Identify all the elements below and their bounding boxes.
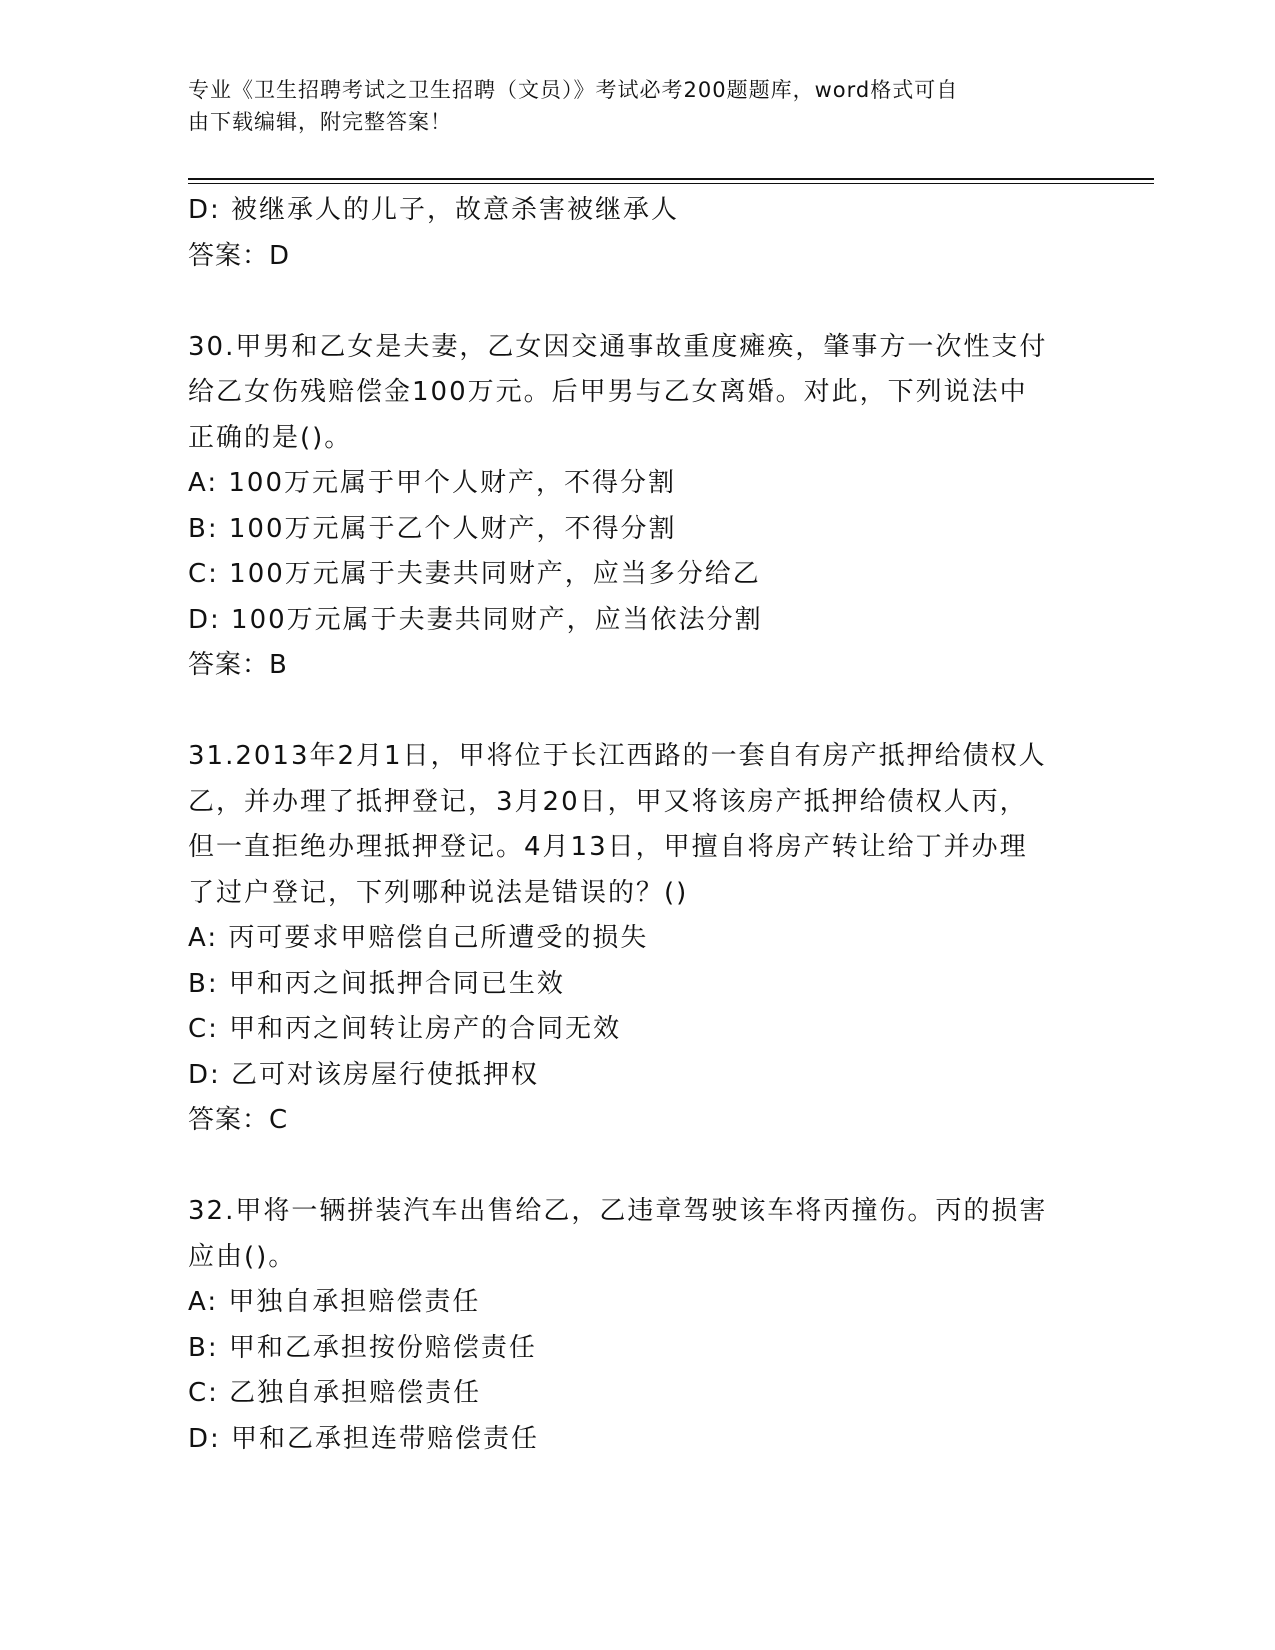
option-b: B: 甲和丙之间抵押合同已生效 xyxy=(188,968,565,999)
question-text-line: 应由()。 xyxy=(188,1241,297,1272)
question-text-line: 给乙女伤残赔偿金100万元。后甲男与乙女离婚。对此，下列说法中 xyxy=(188,377,1028,407)
option-a: A: 丙可要求甲赔偿自己所遭受的损失 xyxy=(188,923,649,953)
question-content xyxy=(188,188,1088,1462)
header-line-1: 专业《卫生招聘考试之卫生招聘（文员）》考试必考200题题库，word格式可自 xyxy=(188,78,959,102)
answer-line: 答案：B xyxy=(188,650,288,680)
question-31 xyxy=(188,734,1088,1144)
option-a: A: 甲独自承担赔偿责任 xyxy=(188,1287,481,1317)
option-d: D: 甲和乙承担连带赔偿责任 xyxy=(188,1423,540,1454)
answer-line: 答案：C xyxy=(188,1105,289,1135)
header-divider-thick xyxy=(188,178,1154,180)
option-b: B: 甲和乙承担按份赔偿责任 xyxy=(188,1332,537,1363)
question-text-line: 30.甲男和乙女是夫妻，乙女因交通事故重度瘫痪，肇事方一次性支付 xyxy=(188,331,1048,362)
question-text-line: 但一直拒绝办理抵押登记。4月13日，甲擅自将房产转让给丁并办理 xyxy=(188,832,1028,862)
carryover-block xyxy=(188,188,1088,279)
question-text-line: 正确的是()。 xyxy=(188,422,353,453)
option-d: D: 100万元属于夫妻共同财产，应当依法分割 xyxy=(188,604,763,635)
option-c: C: 乙独自承担赔偿责任 xyxy=(188,1378,482,1408)
spacer xyxy=(188,689,1088,735)
page-header xyxy=(188,74,1068,138)
option-d: D: 乙可对该房屋行使抵押权 xyxy=(188,1059,540,1090)
option-b: B: 100万元属于乙个人财产，不得分割 xyxy=(188,513,677,544)
spacer xyxy=(188,1144,1088,1190)
question-text-line: 了过户登记，下列哪种说法是错误的？() xyxy=(188,877,689,908)
header-divider-thin xyxy=(188,183,1154,184)
question-text-line: 32.甲将一辆拼装汽车出售给乙，乙违章驾驶该车将丙撞伤。丙的损害 xyxy=(188,1196,1048,1226)
question-30 xyxy=(188,325,1088,689)
question-text-line: 31.2013年2月1日，甲将位于长江西路的一套自有房产抵押给债权人 xyxy=(188,741,1047,771)
header-line-2: 由下载编辑，附完整答案！ xyxy=(188,110,452,134)
option-d: D: 被继承人的儿子，故意杀害被继承人 xyxy=(188,195,680,225)
answer-line: 答案：D xyxy=(188,240,291,271)
option-c: C: 100万元属于夫妻共同财产，应当多分给乙 xyxy=(188,559,761,589)
option-a: A: 100万元属于甲个人财产，不得分割 xyxy=(188,468,676,498)
question-text-line: 乙，并办理了抵押登记，3月20日，甲又将该房产抵押给债权人丙， xyxy=(188,786,1028,817)
spacer xyxy=(188,279,1088,325)
question-32 xyxy=(188,1189,1088,1462)
option-c: C: 甲和丙之间转让房产的合同无效 xyxy=(188,1014,622,1044)
